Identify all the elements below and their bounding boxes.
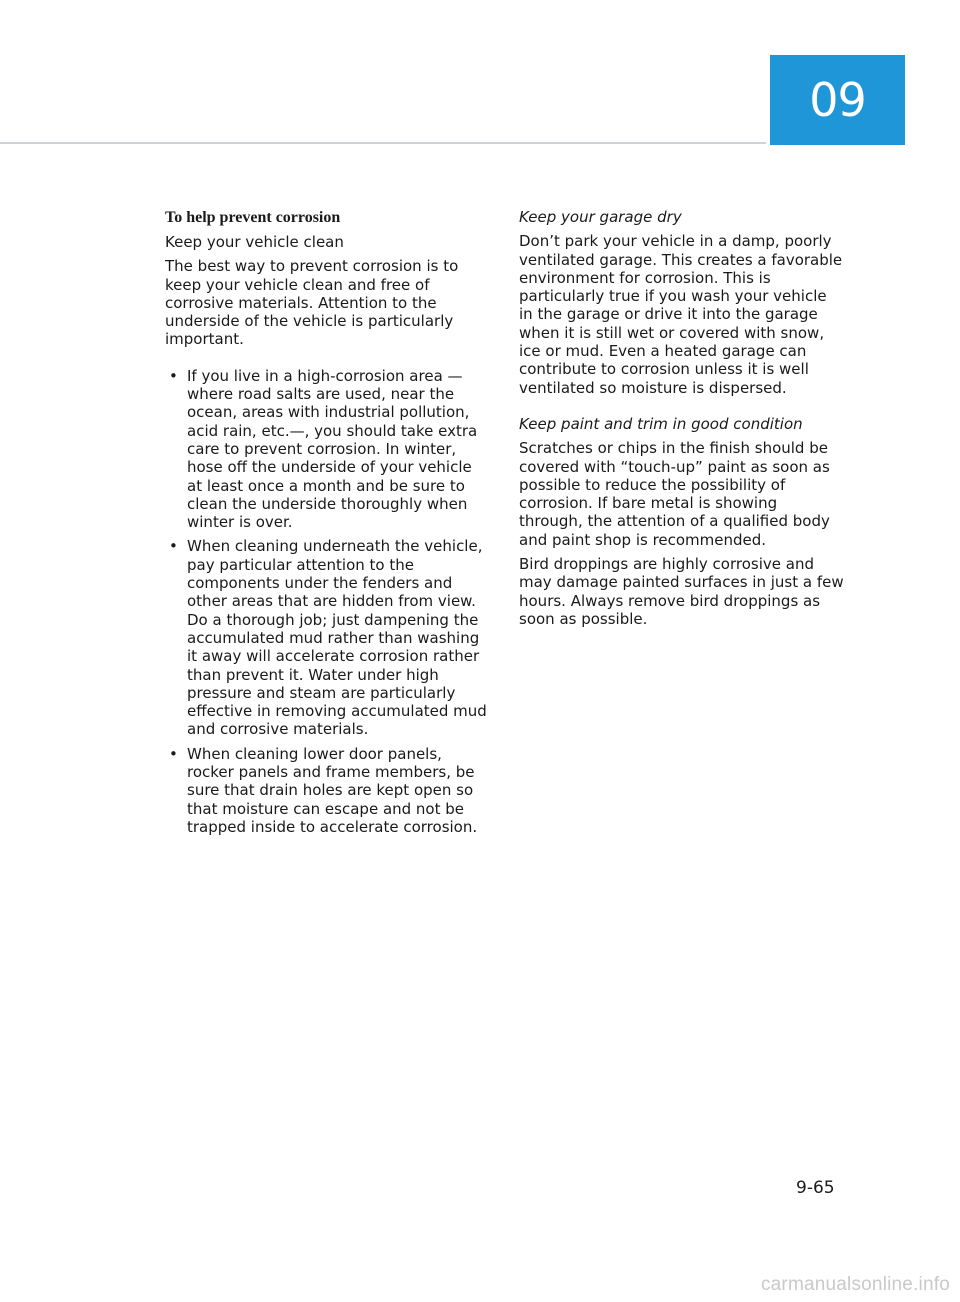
list-item — [165, 367, 487, 532]
garage-paragraph: Don’t park your vehicle in a damp, poorly ventilated garage. This creates a favorable environment for corrosion. This is particularly true if you wash your vehicle in the garage or drive it into the garage when it is still wet or covered with snow, ice or mud. Even a heated garage can contribute to corrosion unless it is well ventilated so moisture is dispersed. — [519, 232, 843, 397]
watermark: carmanualsonline.info — [760, 1274, 950, 1295]
bullet-icon: • — [169, 537, 178, 556]
section-heading: To help prevent corrosion — [165, 209, 341, 226]
list-item-text: When cleaning underneath the vehicle, pay particular attention to the components under the fenders and other areas that are hidden from view. Do a thorough job; just dampening the accumulated mud rather than washing it away will accelerate corrosion rather than prevent it. Water under high pressure and steam are particularly effective in removing accumulated mud and corrosive materials. — [187, 537, 487, 739]
list-item — [165, 745, 487, 836]
left-column — [165, 208, 487, 842]
right-column — [519, 208, 845, 634]
bullet-icon: • — [169, 366, 178, 385]
paint-paragraph-2: Bird droppings are highly corrosive and may damage painted surfaces in just a few hours. Always remove bird droppings as soon as possible. — [519, 555, 844, 628]
list-item-text: If you live in a high-corrosion area — where road salts are used, near the ocean, areas with industrial pollution, acid rain, etc.—, you should take extra care to prevent corrosion. In winter, hose off the underside of your vehicle at least once a month and be sure to clean the underside thoroughly when winter is over. — [187, 366, 478, 532]
subheading-keep-clean: Keep your vehicle clean — [165, 233, 344, 251]
subheading-paint: Keep paint and trim in good condition — [519, 414, 803, 433]
list-item-text: When cleaning lower door panels, rocker panels and frame members, be sure that drain holes are kept open so that moisture can escape and not be trapped inside to accelerate corrosion. — [187, 744, 478, 836]
paint-paragraph-1: Scratches or chips in the finish should be covered with “touch-up” paint as soon as possible to reduce the possibility of corrosion. If bare metal is showing through, the attention of a qualified body and paint shop is recommended. — [519, 439, 830, 549]
bullet-icon: • — [169, 744, 178, 763]
header-rule — [0, 142, 766, 144]
chapter-number-tab: 09 — [770, 55, 905, 145]
page-number: 9-65 — [796, 1178, 835, 1198]
list-item — [165, 537, 487, 738]
subheading-garage: Keep your garage dry — [519, 208, 682, 226]
bullet-list — [165, 367, 487, 836]
intro-paragraph: The best way to prevent corrosion is to keep your vehicle clean and free of corrosive materials. Attention to the underside of the vehicle is particularly important. — [165, 257, 459, 349]
